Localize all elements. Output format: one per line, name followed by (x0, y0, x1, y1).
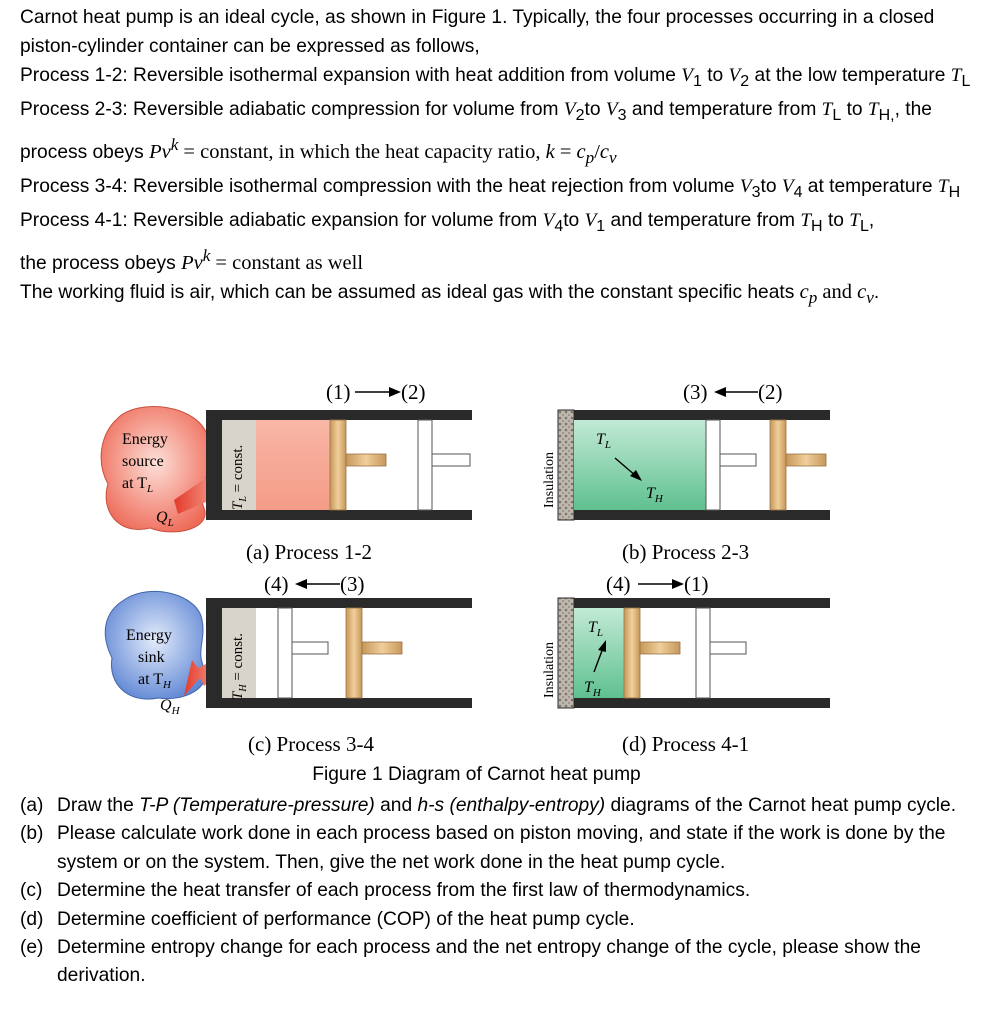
panel-a (101, 380, 472, 564)
energy-sink-line1: Energy (126, 627, 172, 644)
arrow-label-a-right: (2) (401, 380, 426, 404)
cylinder-wall-c (206, 598, 222, 708)
caption-a: (a) Process 1-2 (246, 540, 372, 564)
arrow-label-d-right: (1) (684, 572, 709, 596)
question-b: (b) Please calculate work done in each process based on piston moving, and state if the work is done by the system or on the system. Then, give the net work done in the heat pump cycle. (20, 823, 946, 873)
piston-rod-ghost-c (292, 642, 328, 654)
piston-ghost-b (706, 420, 720, 510)
gas-d (574, 608, 624, 698)
caption-c: (c) Process 3-4 (248, 732, 374, 756)
gas-c (256, 608, 278, 698)
insulation-label-d: Insulation (542, 642, 557, 698)
arrow-label-b-left: (3) (683, 380, 708, 404)
question-e: (e) Determine entropy change for each process and the net entropy change of the cycle, please show the derivation. (20, 937, 921, 987)
tl-const-label-a: $T_L$ = const. (230, 444, 249, 510)
gas-a (256, 420, 330, 510)
problem-statement (20, 4, 975, 313)
cylinder-bottom-b (558, 510, 830, 520)
cylinder-bottom-a (206, 510, 472, 520)
process-3-4: Process 3-4: Reversible isothermal compression with the heat rejection from volume $V_3to$ $V_4$ at temperature $T_H$ (20, 175, 961, 201)
cylinder-bottom-d (558, 698, 830, 708)
cylinder-wall-a (206, 410, 222, 520)
process-1-2: Process 1-2: Reversible isothermal expansion with heat addition from volume $V_1$ to $V_2$ at the low temperature $T_L$ (20, 64, 971, 90)
tl-label-d: $T_L$ (588, 619, 604, 639)
piston-rod-ghost-d (710, 642, 746, 654)
caption-d: (d) Process 4-1 (622, 732, 750, 756)
panel-d (542, 572, 830, 756)
intro-text: Carnot heat pump is an ideal cycle, as shown in Figure 1. Typically, the four processes occurring in a closed piston-cylinder container can be expressed as follows, (20, 7, 935, 57)
insulation-label-b: Insulation (542, 452, 557, 508)
arrow-label-c-right: (3) (340, 572, 365, 596)
q-l-label-a: $Q_L$ (156, 509, 174, 529)
tl-label-b: $T_L$ (596, 431, 612, 451)
insulation-wall-d (558, 598, 574, 708)
th-label-d: $T_H$ (584, 679, 601, 699)
piston-b (770, 420, 786, 510)
insulation-wall-b (558, 410, 574, 520)
question-list (20, 792, 975, 991)
arrow-label-a-left: (1) (326, 380, 351, 404)
cylinder-top-b (558, 410, 830, 420)
piston-c (346, 608, 362, 698)
energy-sink-line2: sink (138, 649, 165, 666)
energy-source-line3: at $T_L$ (122, 475, 154, 495)
piston-ghost-d (696, 608, 710, 698)
arrow-right-icon (672, 579, 684, 589)
energy-source-line1: Energy (122, 431, 168, 448)
panel-c (105, 572, 472, 756)
piston-a (330, 420, 346, 510)
cylinder-top-c (206, 598, 472, 608)
working-fluid-text: The working fluid is air, which can be assumed as ideal gas with the constant specific heats $c_p$ and $c_v$. (20, 281, 880, 308)
energy-source-line2: source (122, 453, 164, 470)
piston-rod-d (640, 642, 680, 654)
process-2-3: Process 2-3: Reversible adiabatic compression for volume from $V_2to$ $V_3$ and temperature from $T_L$ to $T_{H,}$, the process obeys $Pv^k$ = constant, in which the heat capacity ratio, $k = c_p/c_v$ (20, 99, 932, 167)
piston-rod-b (786, 454, 826, 466)
th-const-label-c: $T_H$ = const. (230, 633, 249, 700)
piston-ghost-c (278, 608, 292, 698)
caption-b: (b) Process 2-3 (622, 540, 750, 564)
piston-d (624, 608, 640, 698)
piston-rod-a (346, 454, 386, 466)
question-c: (c) Determine the heat transfer of each process from the first law of thermodynamics. (20, 880, 751, 902)
arrow-label-c-left: (4) (264, 572, 289, 596)
piston-rod-ghost-a (432, 454, 470, 466)
arrow-label-b-right: (2) (758, 380, 783, 404)
question-d: (d) Determine coefficient of performance (COP) of the heat pump cycle. (20, 908, 635, 930)
question-a: (a) Draw the T-P (Temperature-pressure) and h-s (enthalpy-entropy) diagrams of the Carnot heat pump cycle. (20, 795, 957, 816)
th-label-b: $T_H$ (646, 485, 663, 505)
cylinder-top-d (558, 598, 830, 608)
gas-b (574, 420, 706, 510)
piston-ghost-a (418, 420, 432, 510)
piston-rod-ghost-b (720, 454, 756, 466)
cylinder-top-a (206, 410, 472, 420)
figure-caption: Figure 1 Diagram of Carnot heat pump (312, 764, 641, 785)
process-4-1: Process 4-1: Reversible adiabatic expansion for volume from $V_4to$ $V_1$ and temperature from $T_H$ to $T_L$, the process obeys $Pv^k$ = constant as well (20, 210, 875, 274)
arrow-label-d-left: (4) (606, 572, 631, 596)
energy-sink-line3: at $T_H$ (138, 671, 171, 691)
arrow-right-icon (389, 387, 401, 397)
piston-rod-c (362, 642, 402, 654)
q-h-label-c: $Q_H$ (160, 697, 180, 717)
carnot-figure (0, 350, 985, 790)
panel-b (542, 380, 830, 564)
